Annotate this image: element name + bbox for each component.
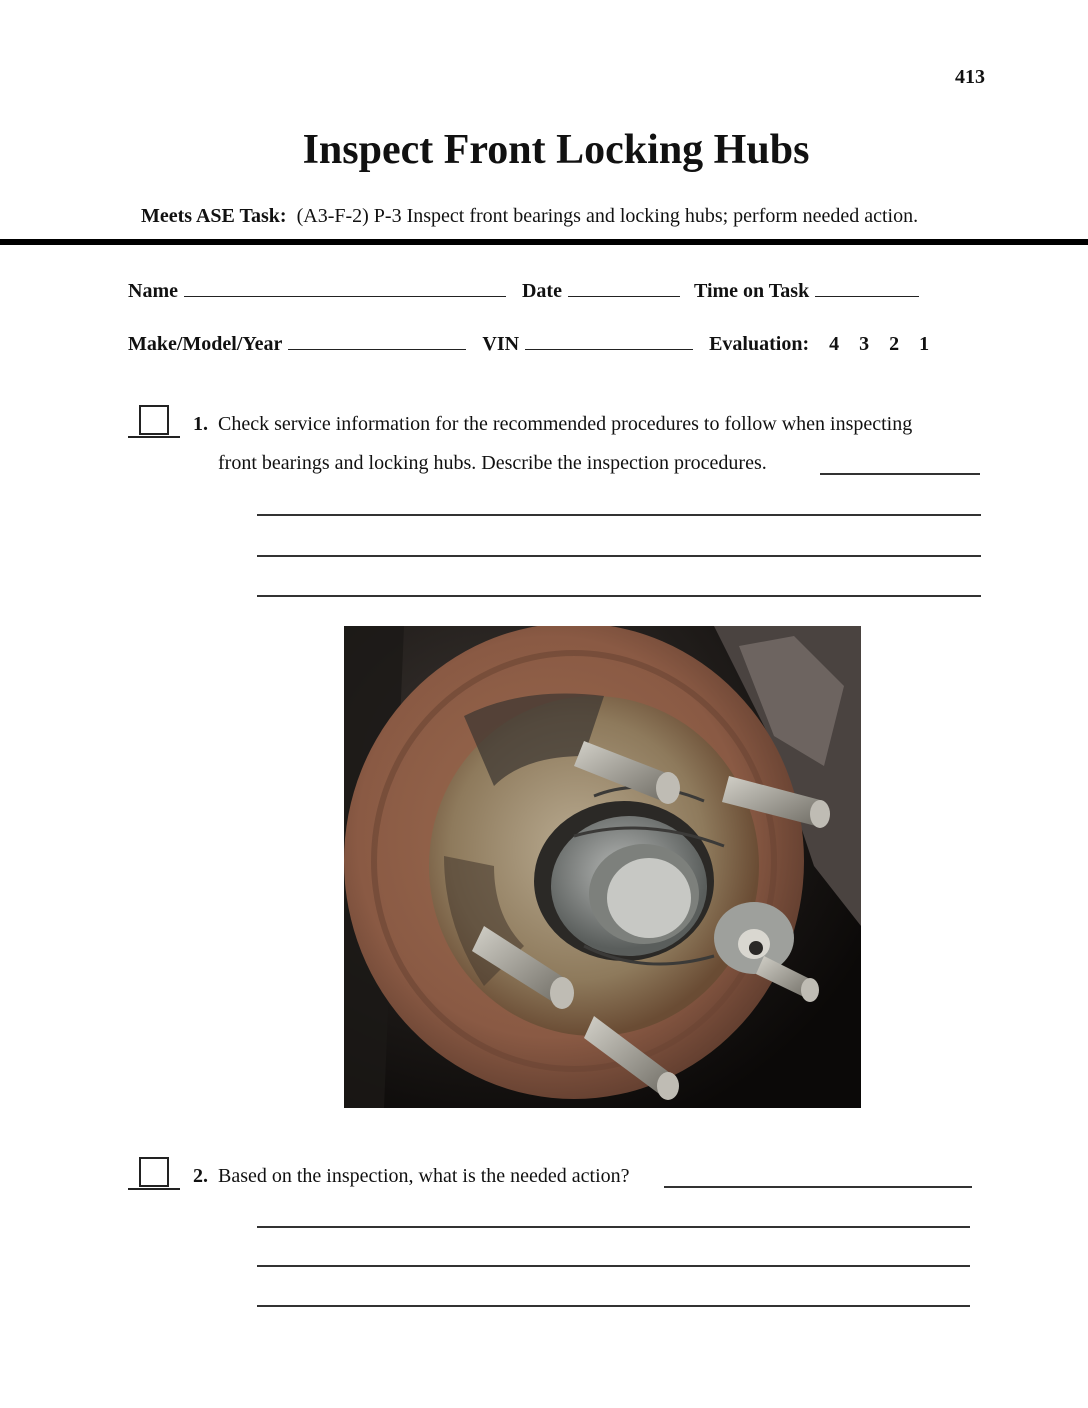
name-field[interactable]	[184, 280, 506, 297]
time-on-task-label: Time on Task	[693, 280, 810, 302]
evaluation-score-4[interactable]: 4	[829, 333, 840, 355]
page-number: 413	[955, 66, 985, 88]
info-row-2	[128, 333, 929, 356]
task-1-text-line-2: front bearings and locking hubs. Describe the inspection procedures.	[218, 452, 767, 474]
time-on-task-field[interactable]	[815, 280, 919, 297]
task-2-number: 2.	[193, 1165, 208, 1187]
evaluation-score-3[interactable]: 3	[859, 333, 870, 355]
task-2-checkbox[interactable]	[139, 1157, 169, 1187]
task-1-answer-line[interactable]	[257, 595, 981, 597]
info-row-1	[128, 280, 919, 303]
task-1-answer-line[interactable]	[820, 473, 980, 475]
name-label: Name	[128, 280, 178, 302]
wheel-hub-photo-icon	[344, 626, 861, 1108]
task-1-answer-line[interactable]	[257, 514, 981, 516]
task-2-answer-line[interactable]	[257, 1226, 970, 1228]
ase-task-label: Meets ASE Task:	[141, 205, 287, 227]
task-1-checkbox[interactable]	[139, 405, 169, 435]
wheel-hub-photo	[344, 626, 861, 1108]
header-divider	[0, 239, 1088, 245]
evaluation-label: Evaluation:	[709, 333, 810, 355]
task-2-answer-line[interactable]	[664, 1186, 972, 1188]
date-label: Date	[521, 280, 562, 302]
evaluation-score-2[interactable]: 2	[889, 333, 900, 355]
task-1-text-line-1: Check service information for the recommended procedures to follow when inspecting	[218, 413, 913, 435]
vin-label: VIN	[482, 333, 520, 355]
task-1-number: 1.	[193, 413, 208, 435]
ase-task	[141, 205, 918, 228]
task-2-answer-line[interactable]	[257, 1265, 970, 1267]
task-2-check-underline	[128, 1188, 180, 1190]
vin-field[interactable]	[525, 333, 693, 350]
make-model-year-field[interactable]	[288, 333, 466, 350]
task-2-text-line-1: Based on the inspection, what is the needed action?	[218, 1165, 630, 1187]
task-1-check-underline	[128, 436, 180, 438]
task-2-answer-line[interactable]	[257, 1305, 970, 1307]
task-1-answer-line[interactable]	[257, 555, 981, 557]
make-model-year-label: Make/Model/Year	[128, 333, 283, 355]
evaluation-score-1[interactable]: 1	[919, 333, 930, 355]
ase-task-text: (A3-F-2) P-3 Inspect front bearings and locking hubs; perform needed action.	[296, 205, 919, 227]
page-title: Inspect Front Locking Hubs	[302, 127, 810, 173]
date-field[interactable]	[568, 280, 680, 297]
